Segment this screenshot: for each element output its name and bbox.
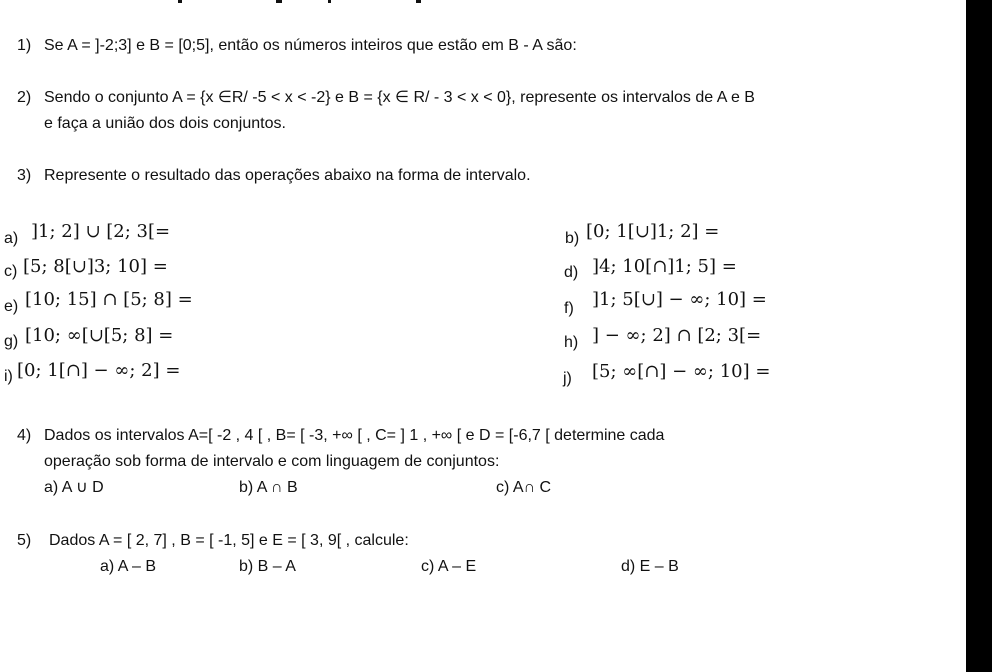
- right-black-border: [966, 0, 992, 672]
- q3-item-g-label: g): [4, 333, 19, 350]
- q1-number: 1): [17, 37, 32, 54]
- q1-text: Se A = ]-2;3] e B = [0;5], então os números inteiros que estão em B - A são:: [44, 37, 577, 54]
- q3-item-a-label: a): [4, 230, 19, 247]
- q3-item-j-expression: [5; ∞[∩] − ∞; 10] =: [592, 361, 771, 382]
- q3-item-d-expression: ]4; 10[∩]1; 5] =: [592, 256, 737, 277]
- q2-number: 2): [17, 89, 32, 106]
- q4-item-c: c) A∩ C: [496, 479, 552, 496]
- q3-item-c-expression: [5; 8[∪]3; 10] =: [23, 256, 168, 277]
- q5-item-d: d) E – B: [621, 558, 679, 575]
- q3-item-b-expression: [0; 1[∪]1; 2] =: [586, 221, 720, 242]
- q5-item-b: b) B – A: [239, 558, 296, 575]
- q3-item-i-expression: [0; 1[∩] − ∞; 2] =: [17, 360, 181, 381]
- q4-item-b: b) A ∩ B: [239, 479, 298, 496]
- q3-item-j-label: j): [563, 370, 572, 387]
- q3-item-e-label: e): [4, 298, 19, 315]
- q5-number: 5): [17, 532, 32, 549]
- cropped-top-text-fragment: [178, 0, 578, 4]
- q3-item-i-label: i): [4, 368, 13, 385]
- q3-item-c-label: c): [4, 263, 18, 280]
- q5-item-a: a) A – B: [100, 558, 157, 575]
- q4-text-line2: operação sob forma de intervalo e com linguagem de conjuntos:: [44, 453, 500, 470]
- q2-text-line1: Sendo o conjunto A = {x ∈R/ -5 < x < -2} e B = {x ∈ R/ - 3 < x < 0}, represente os intervalos de A e B: [44, 89, 755, 106]
- q3-item-h-expression: ] − ∞; 2] ∩ [2; 3[=: [592, 325, 762, 346]
- q2-text-line2: e faça a união dos dois conjuntos.: [44, 115, 286, 132]
- q3-text: Represente o resultado das operações abaixo na forma de intervalo.: [44, 167, 531, 184]
- q3-item-h-label: h): [564, 334, 579, 351]
- q3-item-d-label: d): [564, 264, 579, 281]
- q3-item-e-expression: [10; 15] ∩ [5; 8] =: [25, 289, 193, 310]
- q3-number: 3): [17, 167, 32, 184]
- q4-item-a: a) A ∪ D: [44, 479, 104, 496]
- q5-item-c: c) A – E: [421, 558, 477, 575]
- q3-item-f-expression: ]1; 5[∪] − ∞; 10] =: [592, 289, 767, 310]
- q3-item-f-label: f): [564, 300, 574, 317]
- q3-item-b-label: b): [565, 230, 580, 247]
- q4-number: 4): [17, 427, 32, 444]
- q3-item-a-expression: ]1; 2] ∪ [2; 3[=: [31, 221, 171, 242]
- q5-text: Dados A = [ 2, 7] , B = [ -1, 5] e E = [ 3, 9[ , calcule:: [49, 532, 409, 549]
- q4-text-line1: Dados os intervalos A=[ -2 , 4 [ , B= [ -3, +∞ [ , C= ] 1 , +∞ [ e D = [-6,7 [ determine cada: [44, 427, 665, 444]
- q3-item-g-expression: [10; ∞[∪[5; 8] =: [25, 325, 174, 346]
